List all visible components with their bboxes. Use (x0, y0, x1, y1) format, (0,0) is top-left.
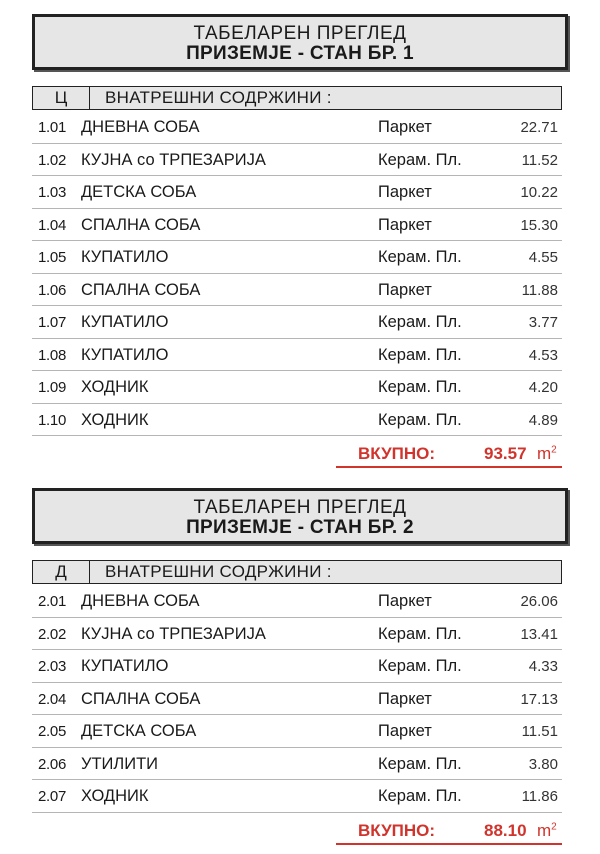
room-name: УТИЛИТИ (81, 754, 159, 773)
room-number: 2.07 (38, 788, 66, 805)
table-row (32, 176, 562, 209)
floor-type: Керам. Пл. (378, 787, 462, 805)
room-number: 2.03 (38, 658, 66, 675)
room-name: КУЈНА со ТРПЕЗАРИЈА (81, 624, 266, 643)
table-row (32, 274, 562, 307)
room-area: 11.52 (521, 151, 558, 169)
table-row (32, 650, 562, 683)
room-number: 2.04 (38, 690, 66, 708)
table-row (32, 306, 562, 339)
floor-type: Керам. Пл. (378, 657, 462, 675)
room-number: 1.10 (38, 411, 66, 429)
room-area: 4.53 (528, 346, 558, 364)
room-area: 11.86 (521, 788, 558, 805)
table-row (32, 404, 562, 437)
table-row (32, 111, 562, 144)
floor-type: Паркет (378, 689, 432, 708)
unit-superscript: 2 (551, 821, 557, 833)
room-name: ДЕТСКА СОБА (81, 183, 197, 201)
header-code: Ц (33, 87, 90, 109)
table-row (32, 618, 562, 651)
room-number: 1.02 (38, 151, 66, 169)
room-area: 22.71 (520, 119, 558, 136)
room-number: 1.04 (38, 216, 66, 234)
room-area: 11.88 (521, 281, 558, 299)
room-name: ДЕТСКА СОБА (81, 722, 197, 740)
floor-type: Керам. Пл. (378, 378, 462, 396)
table-row (32, 780, 562, 813)
room-number: 1.05 (38, 249, 66, 266)
table-row (32, 339, 562, 372)
room-name: ХОДНИК (81, 378, 149, 396)
floor-type: Паркет (378, 280, 432, 299)
table-row (32, 371, 562, 404)
room-area: 26.06 (520, 593, 558, 610)
total-unit (537, 444, 557, 464)
unit-superscript: 2 (551, 444, 557, 456)
room-area: 3.80 (528, 755, 558, 773)
room-name: ХОДНИК (81, 787, 149, 805)
floor-type: Паркет (378, 215, 432, 234)
floor-type: Паркет (378, 592, 432, 610)
apartment-1-title-box (32, 14, 568, 70)
total-unit (537, 821, 557, 841)
unit-text: m (537, 821, 552, 840)
table-row (32, 715, 562, 748)
floor-type: Паркет (378, 118, 432, 136)
table-row (32, 748, 562, 781)
floor-type: Керам. Пл. (378, 313, 462, 331)
total-label: ВКУПНО: (358, 444, 436, 463)
apartment-2-title-box (32, 488, 568, 544)
room-number: 1.03 (38, 184, 66, 201)
table-row (32, 209, 562, 242)
room-name: СПАЛНА СОБА (81, 215, 201, 234)
room-area: 4.55 (528, 249, 558, 266)
floor-type: Керам. Пл. (378, 754, 462, 773)
floor-type: Керам. Пл. (378, 150, 462, 169)
room-number: 1.06 (38, 281, 66, 299)
room-area: 3.77 (528, 314, 558, 331)
room-name: КУПАТИЛО (81, 248, 169, 266)
table-row (32, 241, 562, 274)
apartment-2-rows (32, 585, 562, 813)
table-row (32, 585, 562, 618)
apartment-1-total (336, 438, 562, 468)
room-number: 1.07 (38, 314, 66, 331)
room-area: 4.89 (528, 411, 558, 429)
apartment-2-header-row (32, 560, 562, 584)
floor-type: Керам. Пл. (378, 345, 462, 364)
floor-type: Керам. Пл. (378, 624, 462, 643)
room-name: КУПАТИЛО (81, 313, 169, 331)
room-name: ДНЕВНА СОБА (81, 118, 200, 136)
room-number: 1.01 (38, 119, 66, 136)
room-area: 10.22 (520, 184, 558, 201)
table-subtitle: ПРИЗЕМЈЕ - СТАН БР. 2 (186, 517, 414, 538)
room-name: ДНЕВНА СОБА (81, 592, 200, 610)
room-number: 2.01 (38, 593, 66, 610)
room-name: СПАЛНА СОБА (81, 689, 201, 708)
table-subtitle: ПРИЗЕМЈЕ - СТАН БР. 1 (186, 43, 414, 64)
room-name: СПАЛНА СОБА (81, 280, 201, 299)
room-area: 15.30 (520, 216, 558, 234)
room-name: ХОДНИК (81, 410, 149, 429)
floor-type: Паркет (378, 722, 432, 740)
room-number: 2.05 (38, 723, 66, 740)
room-number: 1.08 (38, 346, 66, 364)
header-label: ВНАТРЕШНИ СОДРЖИНИ : (105, 562, 332, 581)
room-number: 1.09 (38, 379, 66, 396)
table-row (32, 144, 562, 177)
total-value: 93.57 (484, 444, 527, 463)
total-label: ВКУПНО: (358, 821, 436, 840)
apartment-2-total (336, 815, 562, 845)
room-area: 17.13 (520, 690, 558, 708)
table-title: ТАБЕЛАРЕН ПРЕГЛЕД (193, 497, 407, 518)
room-area: 13.41 (520, 625, 558, 643)
room-number: 2.02 (38, 625, 66, 643)
apartment-1-rows (32, 111, 562, 436)
room-name: КУЈНА со ТРПЕЗАРИЈА (81, 150, 266, 169)
unit-text: m (537, 444, 552, 463)
header-label: ВНАТРЕШНИ СОДРЖИНИ : (105, 88, 332, 107)
room-name: КУПАТИЛО (81, 657, 169, 675)
table-row (32, 683, 562, 716)
room-name: КУПАТИЛО (81, 345, 169, 364)
floor-type: Керам. Пл. (378, 410, 462, 429)
floor-type: Паркет (378, 183, 432, 201)
header-code: Д (33, 561, 90, 583)
room-number: 2.06 (38, 755, 66, 773)
room-area: 4.20 (528, 379, 558, 396)
total-value: 88.10 (484, 821, 527, 840)
table-title: ТАБЕЛАРЕН ПРЕГЛЕД (193, 23, 407, 44)
apartment-1-header-row (32, 86, 562, 110)
room-area: 11.51 (521, 723, 558, 740)
floor-type: Керам. Пл. (378, 248, 462, 266)
room-area: 4.33 (528, 658, 558, 675)
